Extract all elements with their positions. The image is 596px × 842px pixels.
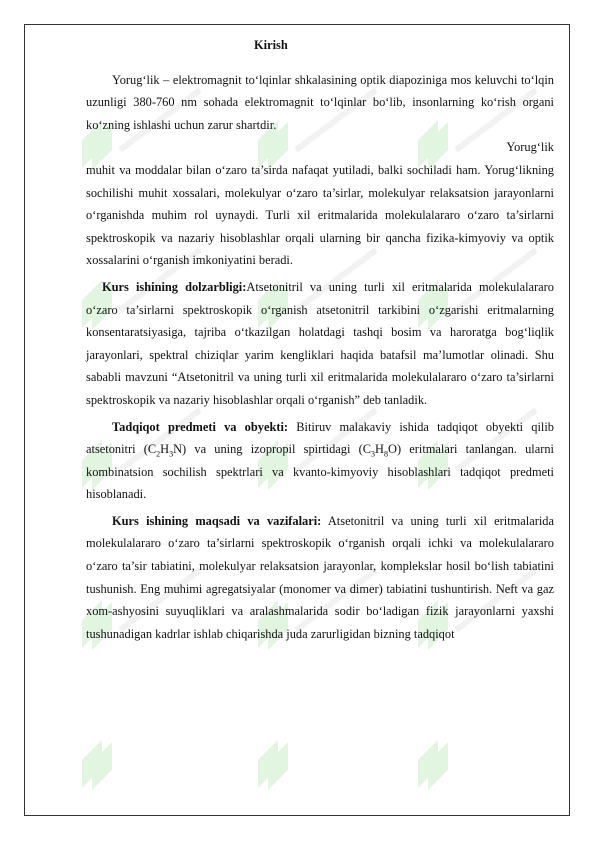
intro-paragraph-2: muhit va moddalar bilan o‘zaro ta’sirda nafaqat yutiladi, balki sochiladi ham. Yorug‘likning sochilishi muhit xossalari, molekulyar o‘zaro ta’sirlar, molekulyar relaksatsion jarayonlarni o‘rganishda muhim rol uynaydi. Turli xil eritmalarida molekulalararo o‘zaro ta’sirlarni spektroskopik va nazariy hisoblashlar orqali ularning bir qancha fizika-kimyoviy va optik xossalarini o‘rganish imkoniyatini beradi. [86, 162, 554, 268]
subject-text-4: H [375, 442, 384, 457]
intro-continuation-head: Yorug‘lik [506, 140, 554, 155]
relevance-paragraph [86, 276, 554, 412]
formula-subscript: 3 [169, 449, 174, 459]
goals-label: Kurs ishining maqsadi va vazifalari: [112, 513, 322, 528]
relevance-label: Kurs ishining dolzarbligi: [102, 279, 247, 294]
subject-text-2: H [160, 442, 170, 457]
formula-subscript: 3 [371, 449, 376, 459]
intro-paragraph: Yorug‘lik – elektromagnit to‘lqinlar shkalasining optik diapoziniga mos keluvchi to‘lqin uzunligi 380-760 nm sohada elektromagnit to‘lqinlar bo‘lib, insonlarning ko‘rish organi ko‘zning ishlashi uchun zarur shartdir. [86, 72, 554, 132]
document-title: Kirish [254, 38, 288, 52]
subject-paragraph [86, 416, 554, 506]
goals-text: Atsetonitril va uning turli xil eritmalarida molekulalararo o‘zaro ta’sirlarni spektroskopik o‘rganish orqali ichki va molekulalararo o‘zaro ta’sir tabiatini, molekulyar relaksatsion jarayonlar, komplekslar hosil bo‘lish tabiatini tushunish. Eng muhimi agregatsiyalar (monomer va dimer) tabiatini tushuntirish. Neft va gaz xom-ashyosini suyuqliklari va aralashmalarida sodir bo‘ladigan fizik jarayonlarni yaxshi tushunadigan kadrlar ishlab chiqarishda juda zarurligidan bizning tadqiqot [86, 513, 554, 641]
formula-subscript: 8 [384, 449, 388, 459]
formula-subscript: 2 [156, 449, 161, 459]
document-body [86, 34, 554, 645]
goals-paragraph [86, 510, 554, 646]
subject-text-1: Bitiruv malakaviy ishida tadqiqot obyekti qilib atsetonitri (C [86, 419, 554, 457]
relevance-text: Atsetonitril va uning turli xil eritmalarida molekulalararo o‘zaro ta’sirlarni spektroskopik o‘rganish atsetonitril tarkibini o‘zgarishi eritmalarning konsentaratsiyasiga, tajriba o‘tkazilgan holatdagi tashqi bosim va haroratga bog‘liqlik jarayonlari, spektral chiziqlar yarim kengliklari haqida batafsil ma’lumotlar olinadi. Shu sababli mavzuni “Atsetonitril va uning turli xil eritmalarida molekulalararo o‘zaro ta’sirlarni spektroskopik va nazariy hisoblashlar orqali o‘rganish” deb tanladik. [86, 279, 555, 407]
subject-text-5: O) eritmalari tanlangan. ularni kombinatsion sochilish spektrlari va kvanto-kimyoviy hisoblashlari tadqiqot predmeti hisoblanadi. [86, 442, 554, 502]
subject-text-3: N) va uning izopropil spirtidagi (C [173, 442, 372, 457]
subject-label: Tadqiqot predmeti va obyekti: [112, 419, 289, 434]
